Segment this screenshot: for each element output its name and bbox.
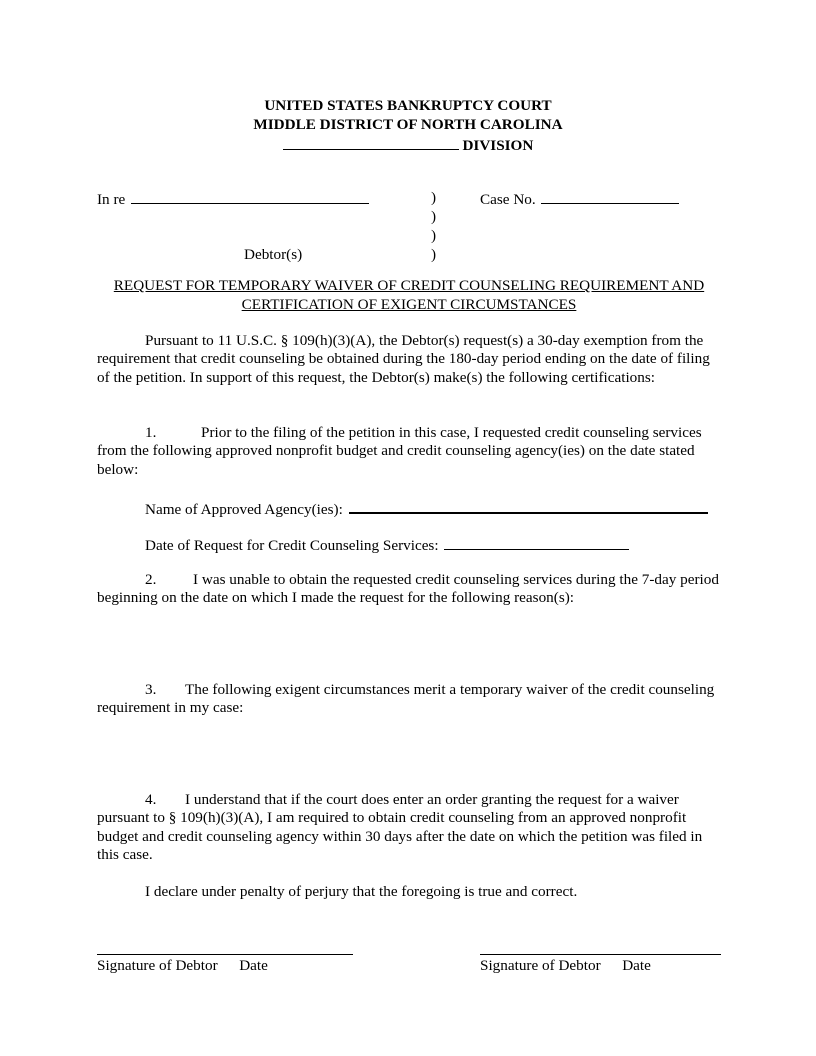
right-signature-line[interactable] bbox=[480, 954, 721, 955]
item-1-paragraph bbox=[97, 424, 721, 479]
left-signature-line[interactable] bbox=[97, 954, 353, 955]
intro-text: Pursuant to 11 U.S.C. § 109(h)(3)(A), the Debtor(s) request(s) a 30-day exemption from the requirement that credit counseling be obtained during the 180-day period ending on the date of filing of the petition. In support of this request, the Debtor(s) make(s) the following certifications: bbox=[97, 332, 710, 386]
item-2-text: I was unable to obtain the requested credit counseling services during the 7-day period beginning on the date on which I made the request for the following reason(s): bbox=[97, 571, 719, 607]
item-3-paragraph bbox=[97, 681, 721, 718]
item-3-text: The following exigent circumstances merit a temporary waiver of the credit counseling requirement in my case: bbox=[97, 681, 715, 717]
item-3-number: 3. bbox=[145, 681, 157, 698]
request-date-line bbox=[145, 535, 629, 555]
in-re-label: In re bbox=[97, 191, 126, 208]
debtor-name-blank[interactable] bbox=[131, 189, 369, 204]
intro-paragraph bbox=[97, 332, 721, 387]
item-2-paragraph bbox=[97, 571, 721, 608]
left-signature-label-row bbox=[97, 957, 268, 975]
caption-paren-2: ) bbox=[431, 208, 437, 225]
caption-paren-3: ) bbox=[431, 227, 437, 244]
left-date-label: Date bbox=[239, 957, 268, 974]
division-label: DIVISION bbox=[462, 137, 534, 154]
division-blank[interactable] bbox=[283, 135, 459, 150]
agency-blank[interactable] bbox=[349, 498, 708, 514]
request-date-label: Date of Request for Credit Counseling Services: bbox=[145, 537, 439, 554]
item-1-number: 1. bbox=[145, 424, 157, 441]
form-title-line2: CERTIFICATION OF EXIGENT CIRCUMSTANCES bbox=[241, 296, 577, 313]
agency-line bbox=[145, 498, 708, 519]
case-no-line bbox=[480, 189, 679, 209]
item-4-number: 4. bbox=[145, 791, 157, 808]
form-title-line1: REQUEST FOR TEMPORARY WAIVER OF CREDIT COUNSELING REQUIREMENT AND bbox=[113, 277, 705, 294]
item-1-text: Prior to the filing of the petition in this case, I requested credit counseling services from the following approved nonprofit budget and credit counseling agency(ies) on the date stated below: bbox=[97, 424, 702, 478]
in-re-line bbox=[97, 189, 369, 209]
case-no-label: Case No. bbox=[480, 191, 536, 208]
left-signature-label: Signature of Debtor bbox=[97, 957, 218, 974]
request-date-blank[interactable] bbox=[444, 535, 629, 550]
right-signature-label: Signature of Debtor bbox=[480, 957, 601, 974]
division-line bbox=[0, 135, 816, 155]
item-2-number: 2. bbox=[145, 571, 157, 588]
case-no-blank[interactable] bbox=[541, 189, 679, 204]
item-4-text: I understand that if the court does enter an order granting the request for a waiver pursuant to § 109(h)(3)(A), I am required to obtain credit counseling from an approved nonprofit budget and credit counseling agency within 30 days after the date on which the petition was filed in this case. bbox=[97, 791, 703, 864]
caption-paren-4: ) bbox=[431, 246, 437, 263]
court-name: UNITED STATES BANKRUPTCY COURT bbox=[264, 97, 552, 114]
item-4-paragraph bbox=[97, 791, 721, 865]
right-signature-label-row bbox=[480, 957, 651, 975]
district-name: MIDDLE DISTRICT OF NORTH CAROLINA bbox=[253, 116, 563, 133]
debtor-label: Debtor(s) bbox=[244, 246, 303, 263]
caption-paren-1: ) bbox=[431, 189, 437, 206]
declaration-text: I declare under penalty of perjury that the foregoing is true and correct. bbox=[145, 883, 578, 900]
agency-label: Name of Approved Agency(ies): bbox=[145, 501, 343, 518]
right-date-label: Date bbox=[622, 957, 651, 974]
